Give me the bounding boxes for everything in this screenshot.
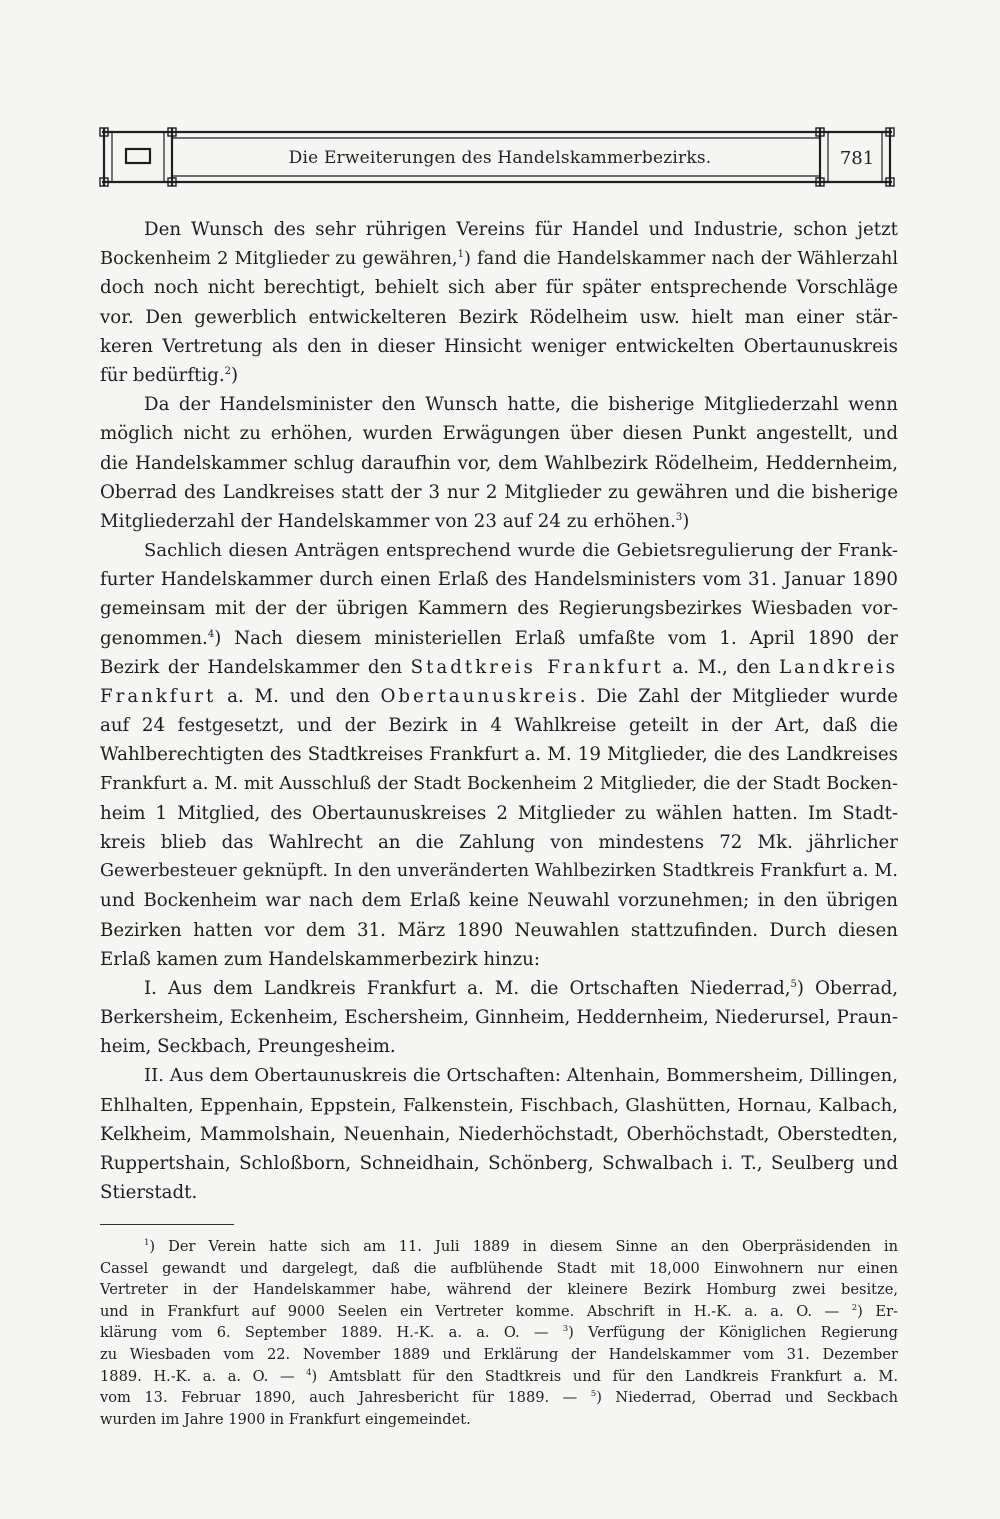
text-line: Gewerbesteuer geknüpft. In den unveränderten Wahlbezirken Stadtkreis Frankfurt a. M.: [100, 861, 898, 882]
footnote-line: Cassel gewandt und dargelegt, daß die aufblühende Stadt mit 18,000 Einwohnern nur einen: [100, 1259, 898, 1277]
running-title: Die Erweiterungen des Handelskammerbezirks.: [288, 148, 712, 168]
text-line: Ehlhalten, Eppenhain, Eppstein, Falkenstein, Fischbach, Glashütten, Hornau, Kalbach,: [100, 1094, 898, 1116]
footnote-line: zu Wiesbaden vom 22. November 1889 und Erklärung der Handelskammer vom 31. Dezember: [100, 1345, 898, 1363]
text-line: Wahlberechtigten des Stadtkreises Frankfurt a. M. 19 Mitglieder, die des Landkreises: [100, 744, 898, 766]
footnote-divider: [100, 1224, 234, 1225]
text-line: für bedürftig.$^2$): [100, 364, 239, 386]
text-line: II. Aus dem Obertaunuskreis die Ortschaften: Altenhain, Bommersheim, Dillingen,: [144, 1065, 898, 1087]
footnote-line: Vertreter in der Handelskammer habe, während der kleinere Bezirk Homburg zwei besitze,: [100, 1281, 898, 1299]
text-line: Ruppertshain, Schloßborn, Schneidhain, Schönberg, Schwalbach i. T., Seulberg und: [100, 1153, 898, 1174]
text-line: und Bockenheim war nach dem Erlaß keine Neuwahl vorzunehmen; in den übrigen: [100, 890, 898, 912]
text-line: doch noch nicht berechtigt, behielt sich aber für später entsprechende Vorschläge: [100, 277, 898, 299]
text-line: Sachlich diesen Anträgen entsprechend wurde die Gebietsregulierung der Frank-: [144, 540, 898, 562]
footnote-marker: 4: [207, 628, 215, 640]
text-line: Oberrad des Landkreises statt der 3 nur 2 Mitglieder zu gewähren und die bisherige: [100, 481, 898, 503]
footnote-line: klärung vom 6. September 1889. H.-K. a. a. O. — $^3$) Verfügung der Königlichen Regierung: [100, 1324, 898, 1342]
footnote-line: $^1$) Der Verein hatte sich am 11. Juli 1889 in diesem Sinne an den Oberpräsidenden in: [144, 1238, 898, 1255]
text-line: kreis blieb das Wahlrecht an die Zahlung von mindestens 72 Mk. jährlicher: [100, 831, 898, 853]
text-line: furter Handelskammer durch einen Erlaß des Handelsministers vom 31. Januar 1890: [100, 569, 898, 591]
footnote-marker: 1: [144, 1238, 150, 1248]
text-line: Mitgliederzahl der Handelskammer von 23 auf 24 zu erhöhen.$^3$): [100, 510, 690, 532]
text-line: Bockenheim 2 Mitglieder zu gewähren,$^1$) fand die Handelskammer nach der Wählerzahl: [100, 248, 899, 270]
text-line: Erlaß kamen zum Handelskammerbezirk hinzu:: [100, 948, 541, 970]
footnote-line: 1889. H.-K. a. a. O. — $^4$) Amtsblatt für den Stadtkreis und für den Landkreis Frankfurt a. M.: [100, 1367, 898, 1385]
text-line: die Handelskammer schlug daraufhin vor, dem Wahlbezirk Rödelheim, Heddernheim,: [100, 452, 898, 474]
text-line: heim, Seckbach, Preungesheim.: [100, 1036, 396, 1058]
text-line: gemeinsam mit der der übrigen Kammern des Regierungsbezirkes Wiesbaden vor-: [100, 598, 898, 620]
footnote-marker: 1: [457, 249, 464, 261]
footnote-marker: 3: [675, 511, 683, 523]
text-line: Bezirken hatten vor dem 31. März 1890 Neuwahlen stattzufinden. Durch diesen: [100, 919, 898, 941]
footnote-marker: 4: [306, 1367, 312, 1378]
text-line: keren Vertretung als den in dieser Hinsicht weniger entwickelten Obertaunuskreis: [100, 335, 898, 357]
text-line: Bezirk der Handelskammer den Stadtkreis Frankfurt a. M., den Landkreis: [100, 656, 899, 678]
footnote-marker: 5: [590, 1389, 597, 1400]
text-line: I. Aus dem Landkreis Frankfurt a. M. die Ortschaften Niederrad,$^5$) Oberrad,: [144, 977, 898, 999]
body-text: [100, 215, 898, 1207]
footnote-marker: 2: [851, 1302, 858, 1313]
text-line: Frankfurt a. M. mit Ausschluß der Stadt Bockenheim 2 Mitglieder, die der Stadt Bocken-: [100, 773, 898, 794]
footnote-marker: 5: [790, 978, 797, 990]
footnotes: [100, 1236, 898, 1430]
page-number: 781: [839, 148, 875, 169]
text-line: Frankfurt a. M. und den Obertaunuskreis. Die Zahl der Mitglieder wurde: [100, 686, 898, 707]
footnote-marker: 3: [562, 1324, 569, 1335]
footnote-marker: 2: [224, 365, 232, 377]
footnote-line: vom 13. Februar 1890, auch Jahresbericht für 1889. — $^5$) Niederrad, Oberrad und Seckbach: [100, 1389, 899, 1407]
footnote-line: wurden im Jahre 1900 in Frankfurt eingemeindet.: [100, 1410, 471, 1428]
text-line: heim 1 Mitglied, des Obertaunuskreises 2 Mitglieder zu wählen hatten. Im Stadt-: [100, 802, 898, 824]
text-line: Den Wunsch des sehr rührigen Vereins für Handel und Industrie, schon jetzt: [144, 219, 898, 240]
text-line: auf 24 festgesetzt, und der Bezirk in 4 Wahlkreise geteilt in der Art, daß die: [100, 715, 898, 737]
text-line: Berkersheim, Eckenheim, Eschersheim, Ginnheim, Heddernheim, Niederursel, Praun-: [100, 1007, 898, 1029]
text-line: Da der Handelsminister den Wunsch hatte, die bisherige Mitgliederzahl wenn: [144, 394, 898, 416]
text-line: genommen.$^4$) Nach diesem ministeriellen Erlaß umfaßte vom 1. April 1890 der: [100, 627, 898, 649]
text-line: möglich nicht zu erhöhen, wurden Erwägungen über diesen Punkt angestellt, und: [100, 423, 898, 445]
text-line: Stierstadt.: [100, 1182, 198, 1204]
text-line: Kelkheim, Mammolshain, Neuenhain, Niederhöchstadt, Oberhöchstadt, Oberstedten,: [100, 1123, 898, 1145]
footnote-line: und in Frankfurt auf 9000 Seelen ein Vertreter komme. Abschrift in H.-K. a. a. O. — $^2$) Er-: [100, 1302, 898, 1320]
text-line: vor. Den gewerblich entwickelteren Bezirk Rödelheim usw. hielt man einer stär-: [100, 306, 898, 328]
